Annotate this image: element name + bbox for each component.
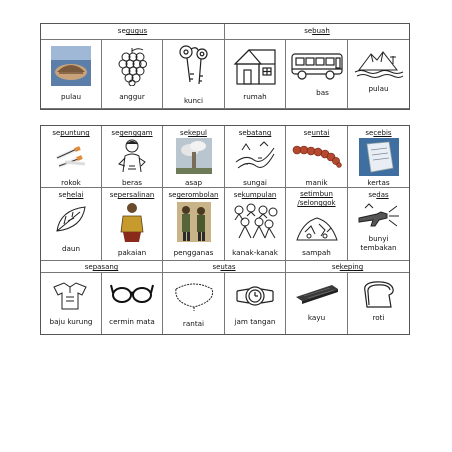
cell-setimbun <box>286 188 348 261</box>
cell-bas <box>286 40 348 109</box>
cell-kayu <box>286 273 348 334</box>
house-icon <box>231 46 279 86</box>
label-rantai: rantai <box>182 319 205 328</box>
bread-slice-icon <box>361 279 397 309</box>
label-anggur: anggur <box>119 92 145 101</box>
header-sekeping: sekeping <box>286 261 409 273</box>
word-sepuntung: sepuntung <box>52 129 90 137</box>
cell-pulau-1 <box>41 40 102 109</box>
cell-sedas <box>348 188 409 261</box>
header-segugus: segugus <box>41 24 225 40</box>
paper-scrap-icon <box>359 138 399 176</box>
word-segerombolan: segerombolan <box>168 191 219 199</box>
label-tembakan: tembakan <box>360 243 397 252</box>
word-sekumpulan: sekumpulan <box>233 191 277 199</box>
word-setimbun: setimbun /selonggok <box>297 190 336 207</box>
header-sebuah: sebuah <box>225 24 409 40</box>
header-sepasang: sepasang <box>41 261 163 273</box>
label-daun: daun <box>61 244 81 253</box>
trash-pile-icon <box>295 212 339 242</box>
word-sehelai: sehelai <box>58 191 84 199</box>
label-roti: roti <box>372 313 385 322</box>
cell-roti <box>348 273 409 334</box>
label-kunci: kunci <box>183 96 203 105</box>
cell-segerombolan <box>163 188 225 261</box>
word-sepersalinan: sepersalinan <box>109 191 155 199</box>
cell-jam-tangan <box>225 273 286 334</box>
chain-icon <box>170 279 218 313</box>
label-bas: bas <box>316 88 329 97</box>
cell-sekumpulan <box>225 188 286 261</box>
word-secebis: secebis <box>365 129 392 137</box>
cell-kunci <box>163 40 225 109</box>
label-kertas: kertas <box>367 178 390 187</box>
island-photo-icon <box>51 46 91 86</box>
outfit-icon <box>117 202 147 242</box>
label-baju-kurung: baju kurung <box>49 317 93 326</box>
beads-icon <box>292 142 342 168</box>
label-pulau: pulau <box>60 92 82 101</box>
bus-icon <box>290 50 344 82</box>
cell-sekepul <box>163 126 225 188</box>
word-sekepul: sekepul <box>180 129 207 137</box>
cell-baju-kurung <box>41 273 102 334</box>
label-kayu: kayu <box>307 313 326 322</box>
island-icon <box>353 46 405 80</box>
smoke-icon <box>176 138 212 174</box>
cell-pulau-2 <box>348 40 409 109</box>
cell-sehelai <box>41 188 102 261</box>
word-sedas: sedas <box>368 191 389 199</box>
cell-rumah <box>225 40 286 109</box>
label-sampah: sampah <box>302 248 331 257</box>
cell-sebatang <box>225 126 286 188</box>
cell-secebis <box>348 126 409 188</box>
clothes-icon <box>50 279 92 313</box>
label-cermin-mata: cermin mata <box>109 317 155 326</box>
label-rokok: rokok <box>61 178 81 187</box>
label-pulau-2: pulau <box>368 84 389 93</box>
header-seutas: seutas <box>163 261 286 273</box>
table-counting-words-2 <box>40 125 410 335</box>
label-jam-tangan: jam tangan <box>234 317 276 326</box>
leaf-icon <box>54 204 88 234</box>
cell-seuntai <box>286 126 348 188</box>
label-asap: asap <box>184 178 203 187</box>
gunshot-icon <box>357 202 401 232</box>
label-pengganas: pengganas <box>173 248 214 257</box>
river-icon <box>234 140 276 172</box>
table-counting-words-1 <box>40 23 410 110</box>
label-sungai: sungai <box>243 178 267 187</box>
grapes-icon <box>115 46 149 86</box>
label-bunyi: bunyi <box>368 234 389 243</box>
glasses-icon <box>110 281 154 305</box>
label-kanak-kanak: kanak-kanak <box>232 248 278 257</box>
cell-segenggam <box>102 126 163 188</box>
cell-sepersalinan <box>102 188 163 261</box>
wristwatch-icon <box>235 281 275 311</box>
children-group-icon <box>231 202 279 242</box>
cigarette-icon <box>53 138 89 172</box>
word-seuntai: seuntai <box>303 129 330 137</box>
keys-icon <box>174 44 214 88</box>
label-manik: manik <box>305 178 328 187</box>
soldiers-icon <box>177 202 211 242</box>
wood-plank-icon <box>294 281 340 305</box>
label-pakaian: pakaian <box>117 248 147 257</box>
cell-rantai <box>163 273 225 334</box>
label-rumah: rumah <box>243 92 267 101</box>
rice-handful-icon <box>115 138 149 174</box>
word-segenggam: segenggam <box>111 129 153 137</box>
cell-cermin-mata <box>102 273 163 334</box>
cell-sepuntung <box>41 126 102 188</box>
cell-anggur <box>102 40 163 109</box>
word-sebatang: sebatang <box>238 129 272 137</box>
label-beras: beras <box>121 178 143 187</box>
